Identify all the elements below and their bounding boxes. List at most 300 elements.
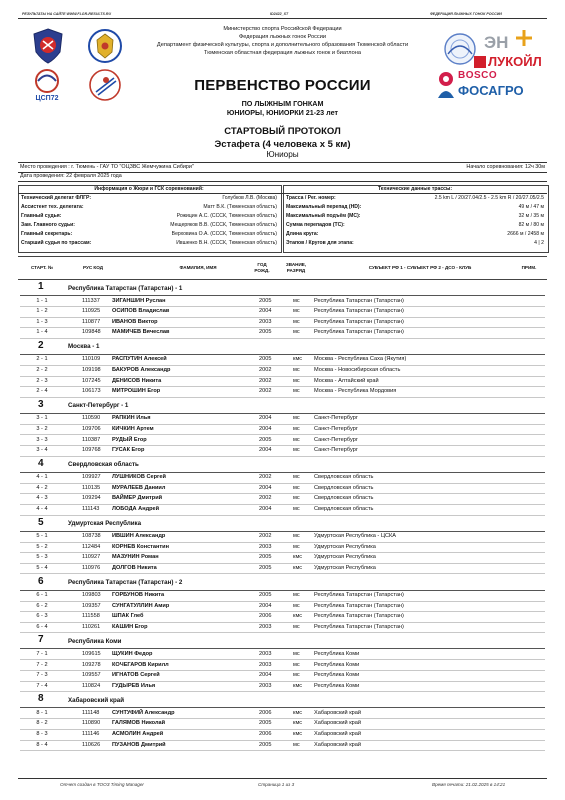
sport-rank: мс xyxy=(293,329,300,336)
tech-list xyxy=(286,194,544,247)
region-club: Республика Татарстан (Татарстан) xyxy=(314,308,404,315)
championship-title: ПЕРВЕНСТВО РОССИИ xyxy=(194,77,371,94)
table-row xyxy=(20,719,545,730)
athlete-name: КОЧЕГАРОВ Кирилл xyxy=(112,661,169,668)
rus-code: 111146 xyxy=(82,731,100,738)
bosco-logo: BOSCO xyxy=(458,70,498,81)
sport-rank: мс xyxy=(293,415,300,422)
table-row xyxy=(20,376,545,387)
table-row xyxy=(20,483,545,494)
sport-rank: мс xyxy=(293,533,300,540)
region-club: Республика Татарстан (Татарстан) xyxy=(314,592,404,599)
footer-page: Страница 1 из 3 xyxy=(258,782,295,787)
start-number: 5 - 1 xyxy=(36,533,48,540)
athlete-name: РАПКИН Илья xyxy=(112,415,151,422)
rus-code: 109278 xyxy=(82,661,101,668)
age-group-line: ЮНИОРЫ, ЮНИОРКИ 21-23 лет xyxy=(226,108,339,117)
birth-year: 2005 xyxy=(259,592,272,599)
athlete-name: МУРАЛЕЕВ Даниил xyxy=(112,484,166,491)
athlete-name: РАСПУТИН Алексей xyxy=(112,356,167,363)
start-time: Начало соревнования: 12ч 30м xyxy=(466,164,545,170)
birth-year: 2002 xyxy=(259,533,272,540)
table-row xyxy=(20,601,545,612)
birth-year: 2003 xyxy=(259,543,272,550)
rus-code: 109706 xyxy=(82,425,101,432)
birth-year: 2003 xyxy=(259,682,272,689)
table-row xyxy=(20,671,545,682)
rus-code: 110109 xyxy=(82,356,101,363)
col-subject: СУБЪЕКТ РФ 1 - СУБЪЕКТ РФ 2 - ДСО - КЛУБ xyxy=(368,265,472,271)
birth-year: 2006 xyxy=(259,731,272,738)
jury-row: Зам. Главного судьи: Мещеряков В.В. (СССК, Тюменская область) xyxy=(21,221,277,228)
col-name: ФАМИЛИЯ, ИМЯ xyxy=(179,265,217,271)
rus-code: 109357 xyxy=(82,602,101,609)
start-number: 3 - 4 xyxy=(36,447,48,454)
team-header-row xyxy=(20,459,545,473)
start-number: 4 - 4 xyxy=(36,506,48,513)
birth-year: 2003 xyxy=(259,661,272,668)
table-row xyxy=(20,649,545,660)
sport-rank: мс xyxy=(293,650,300,657)
athlete-name: ДЕНИСОВ Никита xyxy=(112,377,162,384)
team-header-row xyxy=(20,518,545,532)
venue-divider-bottom xyxy=(18,181,547,182)
birth-year: 2004 xyxy=(259,602,272,609)
athlete-name: ГУСАК Егор xyxy=(112,447,145,454)
start-number: 5 - 3 xyxy=(36,554,48,561)
athlete-name: ИГНАТОВ Сергей xyxy=(112,672,160,679)
team-name: Свердловская область xyxy=(68,461,139,469)
tech-row: Трасса / Рег. номер: 2.5 km L / 20/27.04/2.5 - 2.5 km R / 20/27.05/2.5 xyxy=(286,195,544,201)
sport-rank: мс xyxy=(293,447,300,454)
region-club: Республика Коми xyxy=(314,672,360,679)
athlete-name: ЗИГАНШИН Руслан xyxy=(112,297,166,304)
table-row xyxy=(20,532,545,543)
region-club: Свердловская область xyxy=(314,495,374,502)
sport-rank: мс xyxy=(293,661,300,668)
col-note: ПРИМ. xyxy=(521,265,537,271)
start-number: 5 - 2 xyxy=(36,543,48,550)
athlete-name: КАШИН Егор xyxy=(112,623,148,630)
team-number: 6 xyxy=(38,575,44,587)
championship-subtitle xyxy=(130,99,435,117)
team-number: 5 xyxy=(38,516,44,528)
rus-code: 111558 xyxy=(82,613,100,620)
region-club: Москва - Республика Саха (Якутия) xyxy=(314,356,407,363)
sport-rank: кмс xyxy=(293,720,303,727)
team-name: Санкт-Петербург - 1 xyxy=(68,402,129,410)
sport-rank: мс xyxy=(293,474,300,481)
team-name: Республика Коми xyxy=(68,637,122,645)
table-row xyxy=(20,553,545,564)
rus-code: 109294 xyxy=(82,495,101,502)
sport-rank: мс xyxy=(293,297,300,304)
jury-row: Главный судья: Рожицин А.С. (СССК, Тюменская область) xyxy=(21,212,277,219)
event-name: Эстафета (4 человека х 5 км) xyxy=(214,139,351,150)
sport-rank: кмс xyxy=(293,682,303,689)
birth-year: 2003 xyxy=(259,318,272,325)
region-club: Москва - Новосибирская область xyxy=(314,367,401,374)
table-row xyxy=(20,708,545,719)
venue-date: Дата проведения: 22 февраля 2025 года xyxy=(20,173,122,179)
athlete-name: АСМОЛИН Андрей xyxy=(112,731,164,738)
start-number: 6 - 3 xyxy=(36,613,48,620)
birth-year: 2005 xyxy=(259,554,272,561)
csp72-logo-text: ЦСП72 xyxy=(35,95,59,102)
birth-year: 2005 xyxy=(259,720,272,727)
ministry-emblem xyxy=(88,28,122,64)
athlete-name: ПУЗАНОВ Дмитрий xyxy=(112,741,166,748)
athlete-name: ЛОБОДА Андрей xyxy=(112,506,160,513)
sport-rank: мс xyxy=(293,367,300,374)
region-club: Санкт-Петербург xyxy=(314,425,358,432)
sport-rank: кмс xyxy=(293,564,303,571)
results-site-note: РЕЗУЛЬТАТЫ НА САЙТЕ WWW.FLGR-RESULTS.RU xyxy=(22,12,112,16)
category-name: Юниоры xyxy=(266,150,299,159)
region-club: Республика Татарстан (Татарстан) xyxy=(314,297,404,304)
tech-row: Длина круга: 2666 м / 2458 м xyxy=(286,230,544,237)
start-number: 4 - 1 xyxy=(36,474,48,481)
region-club: Удмуртская Республика xyxy=(314,554,376,561)
team-header-row xyxy=(20,400,545,414)
rus-code: 111337 xyxy=(82,297,100,304)
rus-code: 107245 xyxy=(82,377,101,384)
team-name: Республика Татарстан (Татарстан) - 2 xyxy=(68,579,183,586)
start-number: 1 - 1 xyxy=(36,297,48,304)
start-number: 1 - 3 xyxy=(36,318,48,325)
team-number: 2 xyxy=(38,339,44,351)
team-name: Москва - 1 xyxy=(68,343,100,351)
athlete-name: СУНГАТУЛЛИН Амир xyxy=(112,602,170,609)
region-club: Санкт-Петербург xyxy=(314,447,358,454)
birth-year: 2005 xyxy=(259,356,272,363)
sport-rank: кмс xyxy=(293,709,303,716)
fosagro-mark-icon xyxy=(436,84,456,100)
region-club: Удмуртская Республика xyxy=(314,543,376,550)
team-number: 7 xyxy=(38,634,44,646)
athlete-name: ШПАК Глеб xyxy=(112,613,144,620)
table-row xyxy=(20,622,545,633)
birth-year: 2005 xyxy=(259,436,272,443)
protocol-name: СТАРТОВЫЙ ПРОТОКОЛ xyxy=(224,126,341,137)
org-line-4: Тюменская областная федерация лыжных гонок и биатлона xyxy=(204,50,361,56)
protocol-id: ID2422_ST xyxy=(270,12,289,16)
rus-code: 110925 xyxy=(82,308,101,315)
rus-code: 109615 xyxy=(82,650,101,657)
birth-year: 2002 xyxy=(259,474,272,481)
jury-heading: Информация о Жюри и ГСК соревнований: xyxy=(94,186,204,192)
team-number: 3 xyxy=(38,398,44,410)
team-number: 1 xyxy=(38,281,44,292)
start-number: 2 - 3 xyxy=(36,377,48,384)
en-sponsor-text: ЭН xyxy=(484,33,509,52)
birth-year: 2005 xyxy=(259,297,272,304)
birth-year: 2003 xyxy=(259,650,272,657)
sport-rank: мс xyxy=(293,388,300,395)
col-category: ЗВАНИЕ, РАЗРЯД xyxy=(285,262,307,273)
region-club: Удмуртская Республика xyxy=(314,564,376,571)
athlete-name: ИВАНОВ Виктор xyxy=(112,318,158,325)
team-header-row xyxy=(20,694,545,708)
org-line-1: Министерство спорта Российской Федерации xyxy=(223,26,342,32)
birth-year: 2002 xyxy=(259,495,272,502)
sport-rank: мс xyxy=(293,602,300,609)
sport-rank: мс xyxy=(293,592,300,599)
sport-rank: мс xyxy=(293,672,300,679)
plus-sparkle-icon xyxy=(514,28,534,48)
athlete-name: ГОРБУНОВ Никита xyxy=(112,592,165,599)
rus-code: 109927 xyxy=(82,474,101,481)
table-row xyxy=(20,366,545,377)
start-number: 1 - 4 xyxy=(36,329,48,336)
region-club: Свердловская область xyxy=(314,506,374,513)
birth-year: 2004 xyxy=(259,447,272,454)
region-club: Республика Татарстан (Татарстан) xyxy=(314,613,404,620)
table-row xyxy=(20,505,545,516)
birth-year: 2002 xyxy=(259,367,272,374)
rus-code: 109848 xyxy=(82,329,101,336)
start-number: 4 - 2 xyxy=(36,484,48,491)
ski-federation-logo xyxy=(32,28,64,64)
start-number: 8 - 4 xyxy=(36,741,48,748)
birth-year: 2004 xyxy=(259,484,272,491)
start-number: 8 - 2 xyxy=(36,720,48,727)
athlete-name: ИВШИН Александр xyxy=(112,533,166,540)
birth-year: 2004 xyxy=(259,425,272,432)
region-club: Республика Коми xyxy=(314,682,360,689)
start-number: 6 - 1 xyxy=(36,592,48,599)
jury-row: Ассистент тех. делегата: Матт В.К. (Тюменская область) xyxy=(21,203,277,210)
birth-year: 2005 xyxy=(259,329,272,336)
rus-code: 109768 xyxy=(82,447,101,454)
sport-rank: кмс xyxy=(293,554,303,561)
sport-rank: кмс xyxy=(293,613,303,620)
table-row xyxy=(20,740,545,751)
rus-code: 110890 xyxy=(82,720,101,727)
sport-rank: мс xyxy=(293,425,300,432)
team-number: 4 xyxy=(38,457,44,469)
venue-place: Место проведения : г. Тюмень - ГАУ ТО "ОЦЗВС Жемчужина Сибири" xyxy=(20,164,194,170)
team-name: Хабаровский край xyxy=(68,696,125,704)
tech-row: Сумма перепадов (TC): 82 м / 80 м xyxy=(286,221,544,228)
rus-code: 110877 xyxy=(82,318,101,325)
team-name: Удмуртская Республика xyxy=(68,520,142,528)
table-row xyxy=(20,328,545,339)
rus-code: 111143 xyxy=(82,506,100,513)
start-number: 7 - 2 xyxy=(36,661,48,668)
region-club: Республика Коми xyxy=(314,650,360,657)
start-number: 3 - 1 xyxy=(36,415,48,422)
sport-rank: мс xyxy=(293,741,300,748)
start-number: 8 - 3 xyxy=(36,731,48,738)
col-code: РУС КОД xyxy=(82,265,104,271)
start-number: 2 - 4 xyxy=(36,388,48,395)
start-number: 4 - 3 xyxy=(36,495,48,502)
rus-code: 106173 xyxy=(82,388,101,395)
start-number: 7 - 4 xyxy=(36,682,48,689)
table-row xyxy=(20,591,545,602)
region-club: Республика Татарстан (Татарстан) xyxy=(314,318,404,325)
lukoil-logo: ЛУКОЙЛ xyxy=(488,54,542,69)
rus-code: 110626 xyxy=(82,741,101,748)
jury-list xyxy=(21,194,277,247)
table-header xyxy=(18,256,547,280)
athlete-name: КИЧКИН Артем xyxy=(112,425,154,432)
rus-code: 110824 xyxy=(82,682,101,689)
start-number: 3 - 2 xyxy=(36,425,48,432)
region-club: Республика Татарстан (Татарстан) xyxy=(314,602,404,609)
start-number: 1 - 2 xyxy=(36,308,48,315)
footer-print-time: Время печати: 21.02.2025 в 14:21 xyxy=(432,782,506,787)
athlete-name: РУДЫЙ Егор xyxy=(112,436,147,443)
birth-year: 2004 xyxy=(259,308,272,315)
region-club: Санкт-Петербург xyxy=(314,415,358,422)
rus-code: 109803 xyxy=(82,592,101,599)
table-row xyxy=(20,307,545,318)
sport-rank: мс xyxy=(293,623,300,630)
col-start: СТАРТ. № xyxy=(30,265,53,271)
tech-row: Максимальный подъём (MC): 32 м / 35 м xyxy=(286,212,544,219)
sport-rank: кмс xyxy=(293,356,303,363)
table-row xyxy=(20,414,545,425)
lukoil-mark-icon xyxy=(474,56,486,68)
table-row xyxy=(20,563,545,574)
region-club: Свердловская область xyxy=(314,484,374,491)
start-number: 7 - 3 xyxy=(36,672,48,679)
region-club: Хабаровский край xyxy=(314,741,362,748)
region-club: Санкт-Петербург xyxy=(314,436,358,443)
tech-row: Этапов / Кругов для этапа: 4 | 2 xyxy=(286,239,544,246)
team-header-row xyxy=(20,635,545,649)
region-club: Москва - Республика Мордовия xyxy=(314,388,397,395)
table-row xyxy=(20,424,545,435)
region-club: Москва - Алтайский край xyxy=(314,377,379,384)
region-club: Хабаровский край xyxy=(314,709,362,716)
start-number: 5 - 4 xyxy=(36,564,48,571)
region-club: Республика Татарстан (Татарстан) xyxy=(314,623,404,630)
athlete-name: ВАЙМЕР Дмитрий xyxy=(112,495,163,502)
jury-row: Технический делегат ФЛГР: Голубков Л.В. (Москва) xyxy=(21,195,277,201)
table-row xyxy=(20,355,545,366)
rus-code: 110135 xyxy=(82,484,101,491)
sport-rank: мс xyxy=(293,543,300,550)
start-number: 7 - 1 xyxy=(36,650,48,657)
team-header-row xyxy=(20,282,545,296)
start-number: 6 - 4 xyxy=(36,623,48,630)
rus-code: 110387 xyxy=(82,436,101,443)
table-row xyxy=(20,435,545,446)
sport-rank: мс xyxy=(293,318,300,325)
athlete-name: БАКУРОВ Александр xyxy=(112,367,171,374)
birth-year: 2003 xyxy=(259,623,272,630)
rus-code: 111148 xyxy=(82,709,100,716)
table-row xyxy=(20,317,545,328)
region-club: Республика Татарстан (Татарстан) xyxy=(314,329,404,336)
region-club: Республика Коми xyxy=(314,661,360,668)
jury-row: Старший судья по трассам: Ившенко В.Н. (СССК, Тюменская область) xyxy=(21,239,277,246)
athlete-name: ЛУШНИКОВ Сергей xyxy=(112,474,166,481)
rus-code: 110261 xyxy=(82,623,101,630)
rus-code: 108738 xyxy=(82,533,101,540)
rus-code: 110927 xyxy=(82,554,101,561)
region-club: Свердловская область xyxy=(314,474,374,481)
birth-year: 2004 xyxy=(259,506,272,513)
region-club: Удмуртская Республика - ЦСКА xyxy=(314,533,397,540)
birth-year: 2005 xyxy=(259,564,272,571)
federation-note: ФЕДЕРАЦИЯ ЛЫЖНЫХ ГОНОК РОССИИ xyxy=(430,12,502,16)
athlete-name: ГУДЫРЕВ Илья xyxy=(112,682,156,689)
start-number: 8 - 1 xyxy=(36,709,48,716)
start-number: 3 - 3 xyxy=(36,436,48,443)
fosagro-logo: ФОСАГРО xyxy=(458,83,524,98)
athlete-name: КОРНЕВ Константин xyxy=(112,543,169,550)
table-row xyxy=(20,660,545,671)
org-line-2: Федерация лыжных гонок России xyxy=(239,34,326,40)
birth-year: 2002 xyxy=(259,377,272,384)
birth-year: 2005 xyxy=(259,741,272,748)
team-header-row xyxy=(20,341,545,355)
discipline-line: ПО ЛЫЖНЫМ ГОНКАМ xyxy=(241,99,324,108)
footer-software: Отчет создан в ТООЗ Timing Manager xyxy=(60,782,144,787)
sport-rank: мс xyxy=(293,377,300,384)
birth-year: 2004 xyxy=(259,672,272,679)
col-year: ГОД РОЖД. xyxy=(254,262,270,273)
birth-year: 2006 xyxy=(259,613,272,620)
org-line-3: Департамент физической культуры, спорта и дополнительного образования Тюменской области xyxy=(156,42,409,48)
venue-divider-top xyxy=(18,162,547,163)
rus-code: 109557 xyxy=(82,672,101,679)
birth-year: 2002 xyxy=(259,388,272,395)
table-row xyxy=(20,542,545,553)
sport-rank: мс xyxy=(293,436,300,443)
team-name: Республика Татарстан (Татарстан) - 1 xyxy=(68,284,183,292)
protocol-title xyxy=(100,125,465,151)
tech-heading: Технические данные трассы: xyxy=(377,186,453,192)
sport-rank: мс xyxy=(293,495,300,502)
athlete-name: МАЗУНИН Роман xyxy=(112,554,159,561)
table-row xyxy=(20,681,545,692)
table-row xyxy=(20,387,545,398)
athlete-name: СУНТУФИЙ Александр xyxy=(112,709,175,716)
athlete-name: ДОЛГОВ Никита xyxy=(112,564,157,571)
athlete-name: МАМИЧЕВ Вячеслав xyxy=(112,329,170,336)
rus-code: 112484 xyxy=(82,543,101,550)
sport-rank: мс xyxy=(293,308,300,315)
athlete-name: МИТРОШИН Егор xyxy=(112,388,161,395)
csp72-logo xyxy=(30,68,64,102)
start-number: 2 - 1 xyxy=(36,356,48,363)
start-number: 2 - 2 xyxy=(36,367,48,374)
table-row xyxy=(20,494,545,505)
rus-code: 110590 xyxy=(82,415,101,422)
team-number: 8 xyxy=(38,693,44,705)
athlete-name: ЩУКИН Федор xyxy=(112,650,153,657)
sport-rank: мс xyxy=(293,484,300,491)
start-number: 6 - 2 xyxy=(36,602,48,609)
table-row xyxy=(20,296,545,307)
region-club: Хабаровский край xyxy=(314,731,362,738)
team-header-row xyxy=(20,577,545,591)
region-club: Хабаровский край xyxy=(314,720,362,727)
table-row xyxy=(20,612,545,623)
regional-ski-logo xyxy=(88,68,122,102)
birth-year: 2004 xyxy=(259,415,272,422)
athlete-name: ОСИПОВ Владислав xyxy=(112,308,170,315)
athlete-name: ГАЛЯМОВ Николай xyxy=(112,720,166,727)
table-row xyxy=(20,446,545,457)
sport-rank: мс xyxy=(293,506,300,513)
table-row xyxy=(20,730,545,741)
